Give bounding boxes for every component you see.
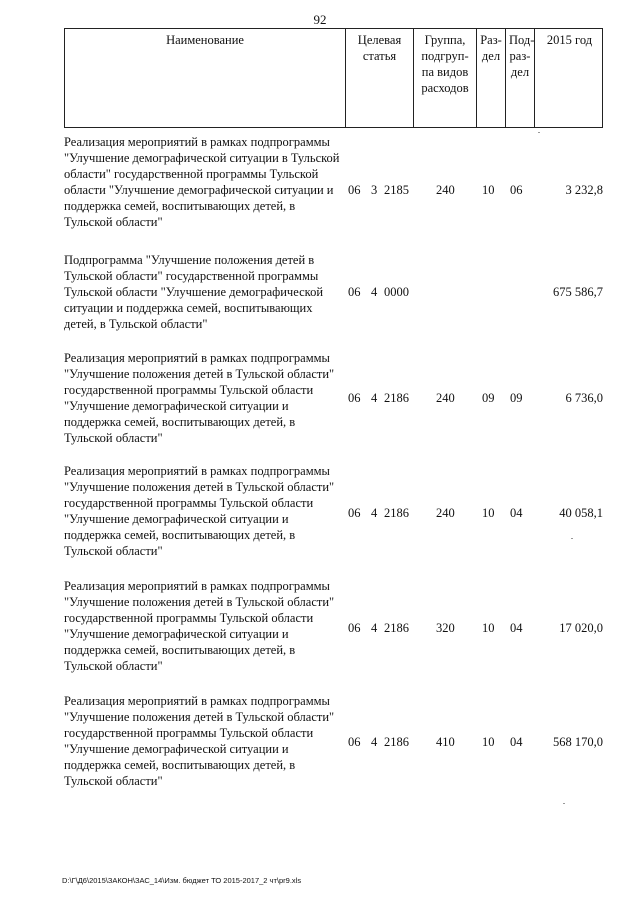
row-section: 10 [482, 621, 495, 635]
header-year: 2015 год [546, 33, 593, 47]
table-row [64, 693, 603, 793]
row-code-direction: 2186 [384, 506, 409, 520]
row-code-program: 06 [348, 506, 361, 520]
row-name: Реализация мероприятий в рамках подпрограммы "Улучшение положения детей в Тульской области" государственной программы Тульской области "Улучшение демографической ситуации и поддержка семей, воспитывающих детей, в Тульской области" [64, 464, 335, 558]
row-code-direction: 2185 [384, 183, 409, 197]
row-name: Реализация мероприятий в рамках подпрограммы "Улучшение положения детей в Тульской области" государственной программы Тульской области "Улучшение демографической ситуации и поддержка семей, воспитывающих детей, в Тульской области" [64, 694, 335, 788]
row-section: 10 [482, 735, 495, 749]
row-code-subprogram: 4 [371, 391, 378, 405]
table-row [64, 463, 603, 563]
row-amount: 568 170,0 [553, 735, 603, 749]
row-section: 10 [482, 506, 495, 520]
row-amount: 17 020,0 [559, 621, 603, 635]
table-row [64, 134, 603, 234]
table-header [64, 28, 603, 128]
row-code-program: 06 [348, 183, 361, 197]
row-code-subprogram: 4 [371, 506, 378, 520]
header-group: Группа, подгруп-па видов расходов [414, 29, 477, 127]
row-subsection: 06 [510, 183, 523, 197]
row-amount: 6 736,0 [565, 391, 603, 405]
row-section: 10 [482, 183, 495, 197]
header-name: Наименование [65, 29, 346, 127]
row-amount: 3 232,8 [565, 183, 603, 197]
row-code-direction: 0000 [384, 285, 409, 299]
row-code-direction: 2186 [384, 735, 409, 749]
row-section: 09 [482, 391, 495, 405]
scan-speck [563, 803, 565, 804]
row-group: 410 [436, 735, 455, 749]
row-subsection: 04 [510, 735, 523, 749]
scan-speck [571, 538, 573, 539]
row-code-program: 06 [348, 735, 361, 749]
header-section: Раз-дел [477, 29, 506, 127]
row-name: Подпрограмма "Улучшение положения детей в Тульской области" государственной программы Тульской области "Улучшение демографической ситуации и поддержка семей, воспитывающих детей, в Тульской области" [64, 253, 324, 331]
row-group: 240 [436, 506, 455, 520]
table-row [64, 578, 603, 678]
row-code-direction: 2186 [384, 391, 409, 405]
row-name: Реализация мероприятий в рамках подпрограммы "Улучшение положения детей в Тульской области" государственной программы Тульской области "Улучшение демографической ситуации и поддержка семей, воспитывающих детей, в Тульской области" [64, 351, 335, 445]
row-subsection: 04 [510, 621, 523, 635]
file-path-footer: D:\Г\Д6\2015\ЗАКОН\ЗАС_14\Изм. бюджет ТО 2015-2017_2 чт\pr9.xls [62, 876, 302, 885]
row-code-program: 06 [348, 621, 361, 635]
table-row [64, 350, 603, 450]
row-group: 240 [436, 183, 455, 197]
row-subsection: 04 [510, 506, 523, 520]
row-code-subprogram: 4 [371, 735, 378, 749]
row-code-direction: 2186 [384, 621, 409, 635]
scan-speck [538, 132, 540, 133]
row-code-subprogram: 3 [371, 183, 378, 197]
row-name: Реализация мероприятий в рамках подпрограммы "Улучшение положения детей в Тульской области" государственной программы Тульской области "Улучшение демографической ситуации и поддержка семей, воспитывающих детей, в Тульской области" [64, 579, 335, 673]
header-subsection: Под-раз-дел [506, 29, 535, 127]
row-group: 240 [436, 391, 455, 405]
row-code-subprogram: 4 [371, 621, 378, 635]
row-name: Реализация мероприятий в рамках подпрограммы "Улучшение демографической ситуации в Тульской области" государственной программы Тульской области "Улучшение демографической ситуации и поддержка семей, воспитывающих детей, в Тульской области" [64, 135, 340, 229]
row-amount: 40 058,1 [559, 506, 603, 520]
row-code-program: 06 [348, 391, 361, 405]
row-code-program: 06 [348, 285, 361, 299]
row-subsection: 09 [510, 391, 523, 405]
row-amount: 675 586,7 [553, 285, 603, 299]
table-row [64, 252, 603, 336]
row-code-subprogram: 4 [371, 285, 378, 299]
page-number: 92 [313, 12, 327, 27]
row-group: 320 [436, 621, 455, 635]
header-target-article: Целевая статья [346, 29, 414, 127]
